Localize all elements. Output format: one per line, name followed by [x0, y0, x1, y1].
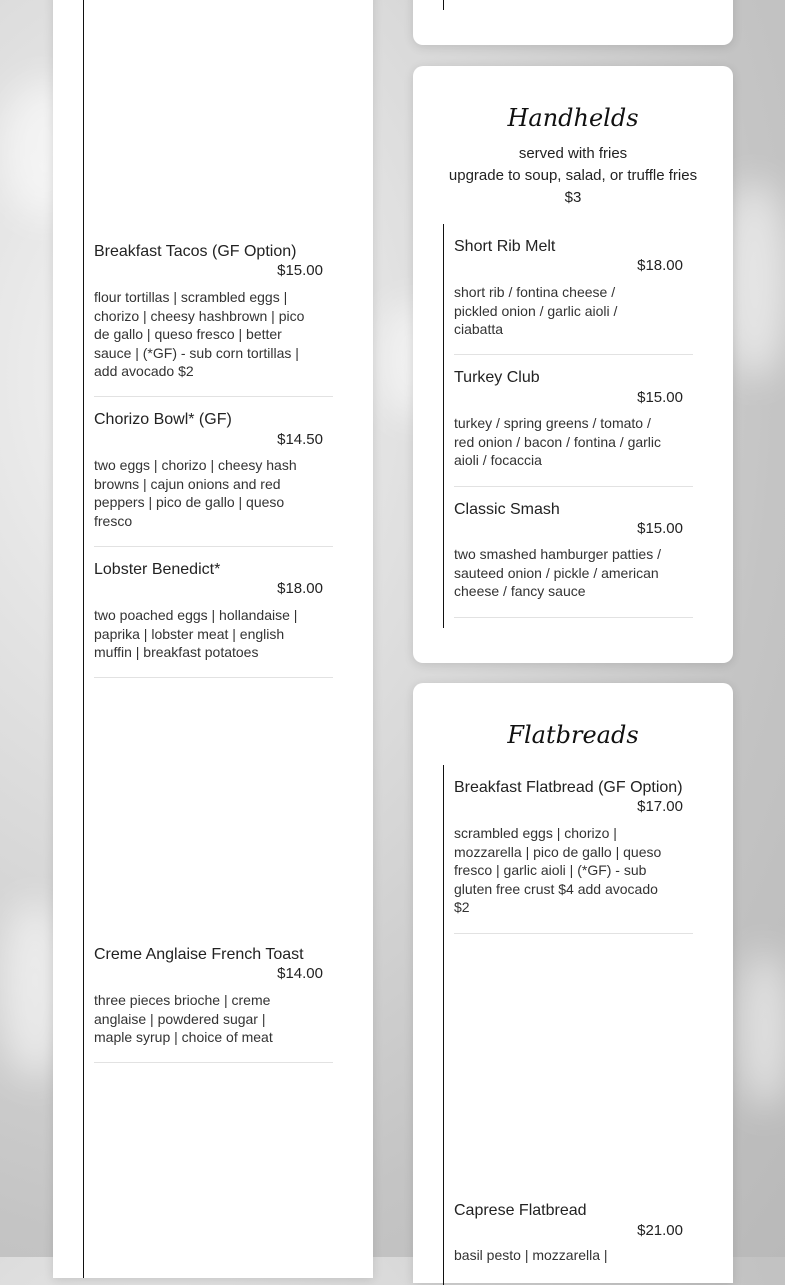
item-name: Chorizo Bowl* (GF) — [94, 411, 232, 428]
item-name: Classic Smash — [454, 501, 560, 518]
item-name: Short Rib Melt — [454, 238, 556, 255]
item-price: $15.00 — [637, 520, 683, 537]
item-price: $14.50 — [277, 431, 323, 448]
item-description: two poached eggs | hollandaise | paprika | lobster meat | english muffin | breakfast potatoes — [94, 607, 298, 660]
item-description: scrambled eggs | chorizo | mozzarella | pico de gallo | queso fresco | garlic aioli | (*GF) - sub gluten free crust $4 add avocado $2 — [454, 825, 662, 915]
item-separator — [94, 1062, 333, 1063]
menu-item[interactable] — [454, 779, 693, 934]
handhelds-card — [413, 66, 733, 663]
section-divider-line — [83, 0, 84, 1278]
item-price: $18.00 — [637, 257, 683, 274]
item-description: two eggs | chorizo | cheesy hash browns | cajun onions and red peppers | pico de gallo | queso fresco — [94, 457, 297, 529]
menu-item[interactable] — [454, 369, 693, 487]
item-description: short rib / fontina cheese / pickled onion / garlic aioli / ciabatta — [454, 284, 618, 337]
item-description: two smashed hamburger patties / sauteed onion / pickle / american cheese / fancy sauce — [454, 546, 661, 599]
menu-item[interactable] — [94, 561, 333, 678]
item-separator — [94, 677, 333, 678]
menu-item[interactable] — [94, 946, 333, 1063]
flatbreads-card — [413, 683, 733, 1283]
section-divider-line — [443, 0, 444, 10]
section-title: Flatbreads — [507, 721, 639, 749]
item-price: $14.00 — [277, 965, 323, 982]
item-name: Creme Anglaise French Toast — [94, 946, 304, 963]
item-price: $17.00 — [637, 798, 683, 815]
menu-item[interactable] — [94, 243, 333, 397]
section-divider-line — [443, 765, 444, 1285]
menu-item[interactable] — [94, 411, 333, 547]
item-description: three pieces brioche | creme anglaise | powdered sugar | maple syrup | choice of meat — [94, 992, 273, 1045]
item-price: $21.00 — [637, 1222, 683, 1239]
item-separator — [454, 354, 693, 355]
item-price: $15.00 — [637, 389, 683, 406]
item-separator — [454, 617, 693, 618]
item-name: Caprese Flatbread — [454, 1202, 587, 1219]
section-subtitle: upgrade to soup, salad, or truffle fries $3 — [448, 167, 698, 206]
section-title: Handhelds — [507, 104, 639, 132]
section-subtitle: served with fries — [518, 145, 628, 162]
item-description: turkey / spring greens / tomato / red onion / bacon / fontina / garlic aioli / focaccia — [454, 415, 662, 468]
item-separator — [454, 486, 693, 487]
item-name: Lobster Benedict* — [94, 561, 221, 578]
menu-item[interactable] — [454, 238, 693, 355]
item-separator — [454, 933, 693, 934]
item-description: flour tortillas | scrambled eggs | chorizo | cheesy hashbrown | pico de gallo | queso fresco | better sauce | (*GF) - sub corn tortillas | add avocado $2 — [94, 289, 305, 379]
item-name: Turkey Club — [454, 369, 540, 386]
item-name: Breakfast Tacos (GF Option) — [94, 243, 297, 260]
item-separator — [94, 546, 333, 547]
previous-section-card — [413, 0, 733, 45]
section-divider-line — [443, 224, 444, 628]
left-menu-card — [53, 0, 373, 1278]
item-price: $18.00 — [277, 580, 323, 597]
menu-item[interactable] — [454, 501, 693, 618]
item-description: basil pesto | mozzarella | — [454, 1247, 608, 1263]
menu-item[interactable] — [454, 1202, 693, 1282]
item-price: $15.00 — [277, 262, 323, 279]
item-name: Breakfast Flatbread (GF Option) — [454, 779, 683, 796]
item-separator — [94, 396, 333, 397]
background-bokeh — [740, 950, 785, 1110]
